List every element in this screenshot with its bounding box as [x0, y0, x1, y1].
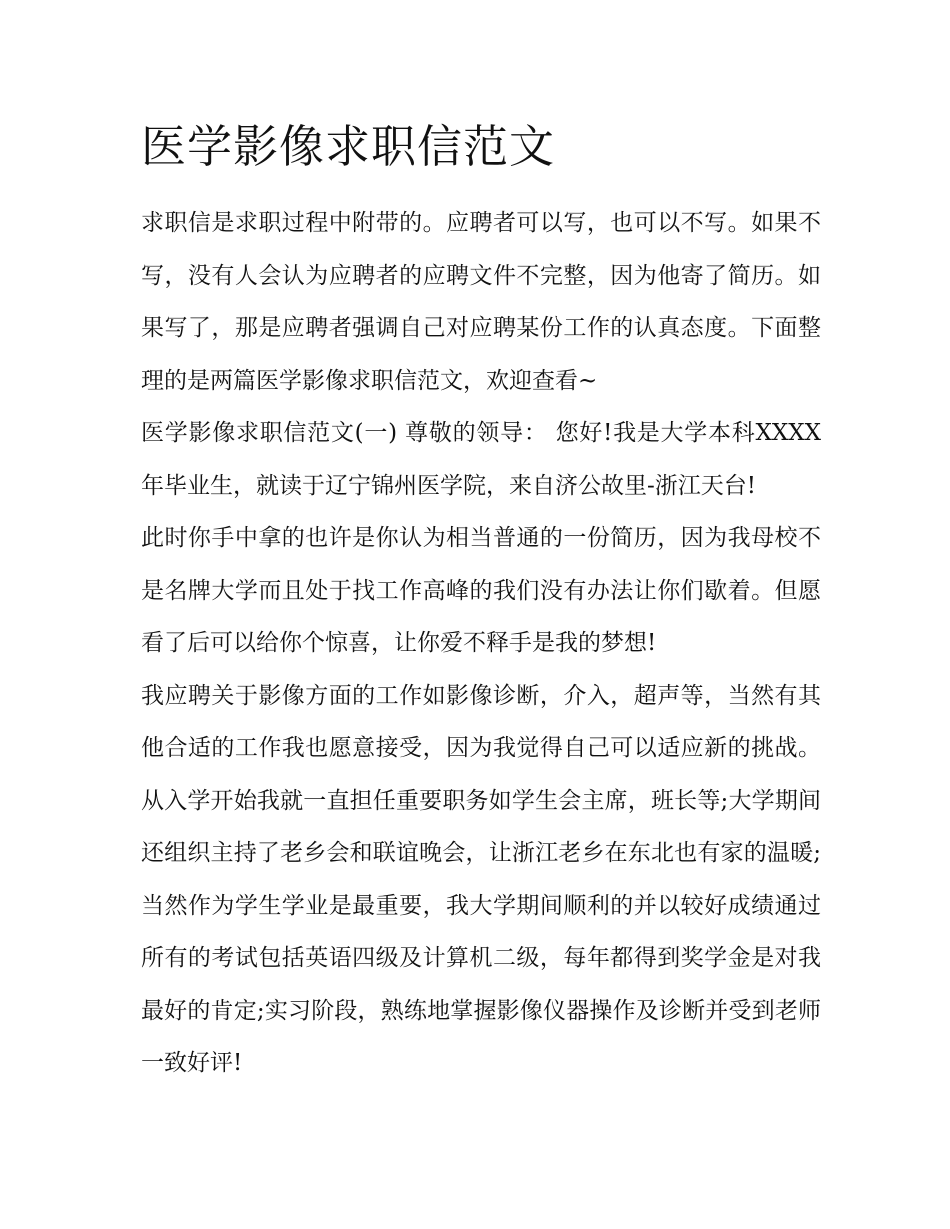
paragraph-greeting: 医学影像求职信范文(一) 尊敬的领导： 您好!我是大学本科XXXX年毕业生，就读于辽宁锦州医学院，来自济公故里-浙江天台! [141, 420, 821, 499]
document-body [141, 197, 821, 1090]
page-title: 医学影像求职信范文 [141, 120, 556, 173]
paragraph-resume: 此时你手中拿的也许是你认为相当普通的一份简历，因为我母校不是名牌大学而且处于找工作高峰的我们没有办法让你们歇着。但愿看了后可以给你个惊喜，让你爱不释手是我的梦想! [141, 525, 821, 656]
paragraph-intro: 求职信是求职过程中附带的。应聘者可以写，也可以不写。如果不写，没有人会认为应聘者的应聘文件不完整，因为他寄了简历。如果写了，那是应聘者强调自己对应聘某份工作的认真态度。下面整理的是两篇医学影像求职信范文，欢迎查看~ [141, 210, 821, 394]
paragraph-application: 我应聘关于影像方面的工作如影像诊断，介入，超声等，当然有其他合适的工作我也愿意接受，因为我觉得自己可以适应新的挑战。从入学开始我就一直担任重要职务如学生会主席，班长等;大学期间还组织主持了老乡会和联谊晚会，让浙江老乡在东北也有家的温暖;当然作为学生学业是最重要，我大学期间顺利的并以较好成绩通过所有的考试包括英语四级及计算机二级，每年都得到奖学金是对我最好的肯定;实习阶段，熟练地掌握影像仪器操作及诊断并受到老师一致好评! [141, 682, 821, 1076]
